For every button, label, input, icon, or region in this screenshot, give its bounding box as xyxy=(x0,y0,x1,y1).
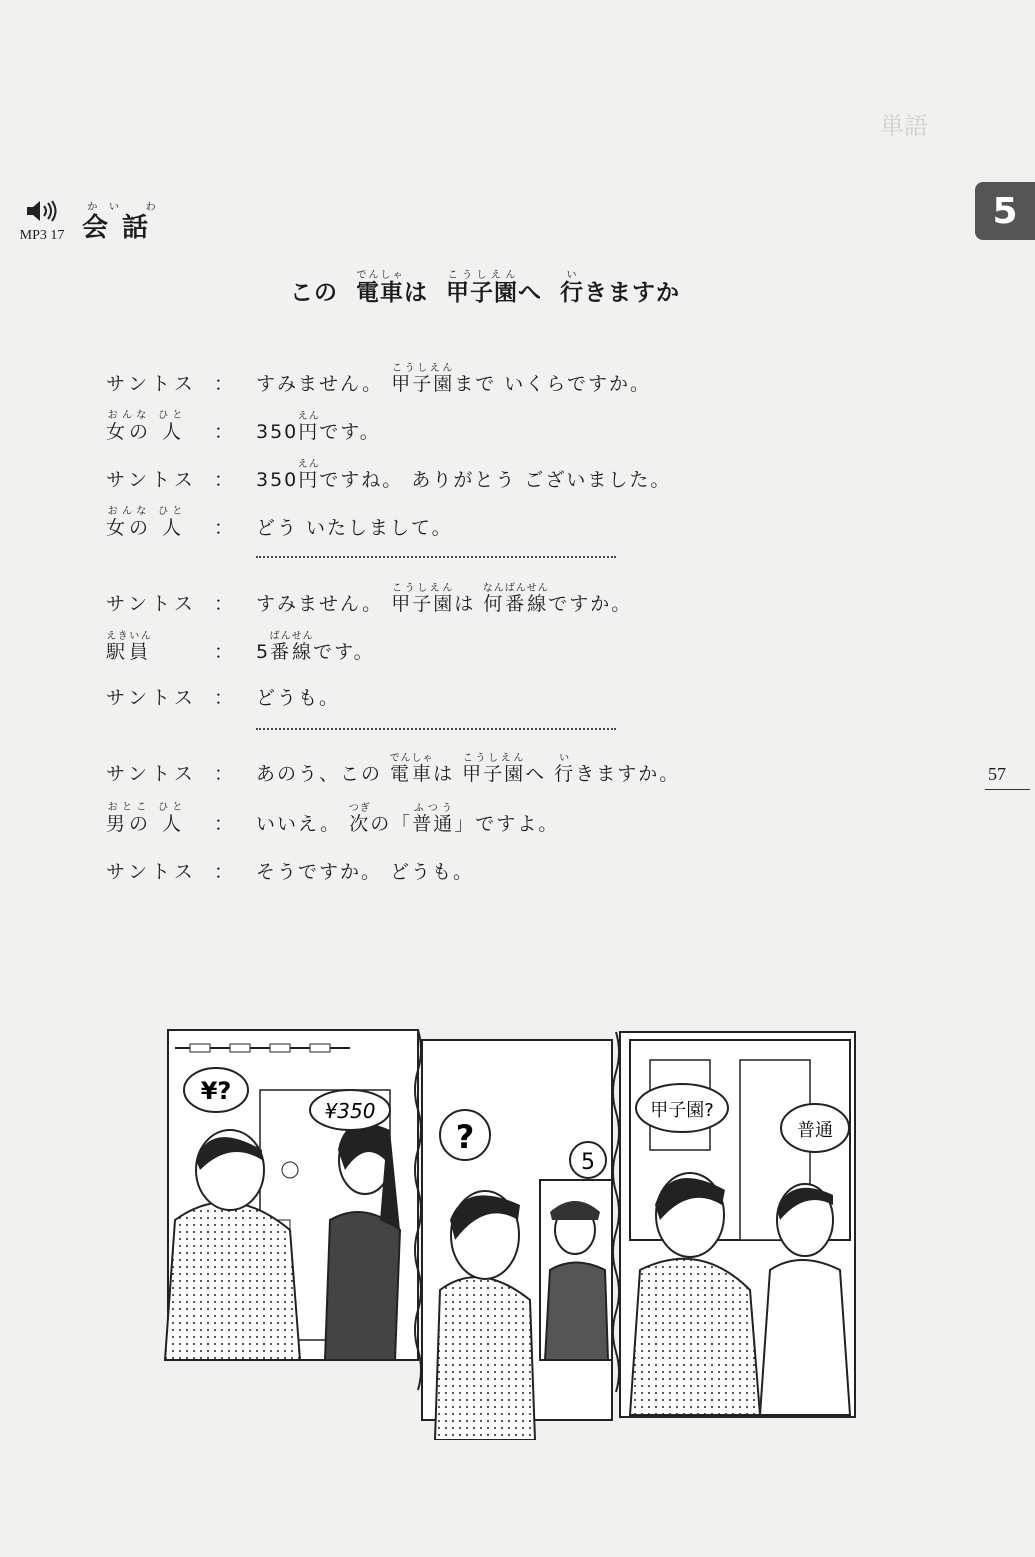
station-illustration xyxy=(150,1020,870,1440)
dialogue-line: 男の 人おとこ ひと ： いいえ。 次つぎの「普通ふつう」ですよ。 xyxy=(106,802,560,835)
speaker-name: サントス xyxy=(106,763,197,785)
svg-text:¥?: ¥? xyxy=(200,1077,232,1105)
utterance: そうですか。 どうも。 xyxy=(256,861,475,883)
speaker-name: サントス xyxy=(106,861,197,883)
svg-text:5: 5 xyxy=(581,1150,595,1175)
bubble-platform-number xyxy=(570,1142,606,1178)
dialogue-line: サントス ： すみません。 甲子園こうしえんまで いくらですか。 xyxy=(106,363,652,395)
bubble-fare-answer xyxy=(310,1090,390,1130)
speaker-name: サントス xyxy=(106,593,197,615)
dialogue-line: サントス ： すみません。 甲子園こうしえんは 何番線なんばんせんですか。 xyxy=(106,583,633,615)
utterance: いいえ。 次つぎの「普通ふつう」ですよ。 xyxy=(256,803,560,835)
page-number: 57 xyxy=(988,764,1006,784)
utterance: あのう、この 電車でんしゃは 甲子園こうしえんへ 行いきますか。 xyxy=(256,753,681,785)
bubble-koshien-question xyxy=(636,1084,728,1132)
speaker-name: サントス xyxy=(106,469,197,491)
bubble-fare-question xyxy=(184,1068,248,1112)
speaker-name: サントス xyxy=(106,687,197,709)
bubble-local-train xyxy=(781,1104,849,1152)
dialogue-divider xyxy=(256,728,616,730)
bleed-through-text: 単語 xyxy=(880,112,928,140)
speaker-name: 男の 人おとこ ひと xyxy=(106,802,186,835)
audio-track[interactable] xyxy=(16,200,68,244)
svg-text:甲子園?: 甲子園? xyxy=(650,1100,714,1121)
dialogue-line: サントス ： そうですか。 どうも。 xyxy=(106,838,806,884)
utterance: 5番線ばんせんです。 xyxy=(256,631,375,663)
utterance: 350円えんですね。 ありがとう ございました。 xyxy=(256,459,672,491)
speaker-name: 女の 人おんな ひと xyxy=(106,410,186,443)
dialogue-line: 女の 人おんな ひと ： 350円えんです。 xyxy=(106,410,381,443)
speaker-name: 女の 人おんな ひと xyxy=(106,506,186,539)
utterance: 350円えんです。 xyxy=(256,411,381,443)
bubble-question xyxy=(440,1110,490,1160)
dialogue-subtitle: この 電車でんしゃは 甲子園こうしえんへ 行いきますか xyxy=(290,270,681,306)
dialogue-line: サントス ： 350円えんですね。 ありがとう ございました。 xyxy=(106,459,672,491)
dialogue-line: 駅員えきいん ： 5番線ばんせんです。 xyxy=(106,631,375,663)
speaker-icon xyxy=(25,200,59,226)
svg-text:?: ? xyxy=(455,1118,475,1156)
utterance: どう いたしまして。 xyxy=(256,517,453,539)
speaker-name: 駅員えきいん xyxy=(106,631,153,663)
section-header xyxy=(16,200,162,244)
section-title: 会話かい わ xyxy=(82,202,163,243)
utterance: どうも。 xyxy=(256,687,341,709)
dialogue-line: サントス ： どうも。 xyxy=(106,664,806,710)
chapter-tab: 5 xyxy=(975,182,1035,240)
dialogue-divider xyxy=(256,556,616,558)
page-number-rule xyxy=(985,789,1030,790)
utterance: すみません。 甲子園こうしえんは 何番線なんばんせんですか。 xyxy=(256,583,633,615)
dialogue-line: サントス ： あのう、この 電車でんしゃは 甲子園こうしえんへ 行いきますか。 xyxy=(106,753,681,785)
svg-text:¥350: ¥350 xyxy=(324,1099,376,1123)
svg-text:普通: 普通 xyxy=(797,1120,833,1141)
mp3-label: MP3 17 xyxy=(19,228,65,243)
speaker-name: サントス xyxy=(106,373,197,395)
utterance: すみません。 甲子園こうしえんまで いくらですか。 xyxy=(256,363,652,395)
dialogue-line: 女の 人おんな ひと ： どう いたしまして。 xyxy=(106,506,453,539)
